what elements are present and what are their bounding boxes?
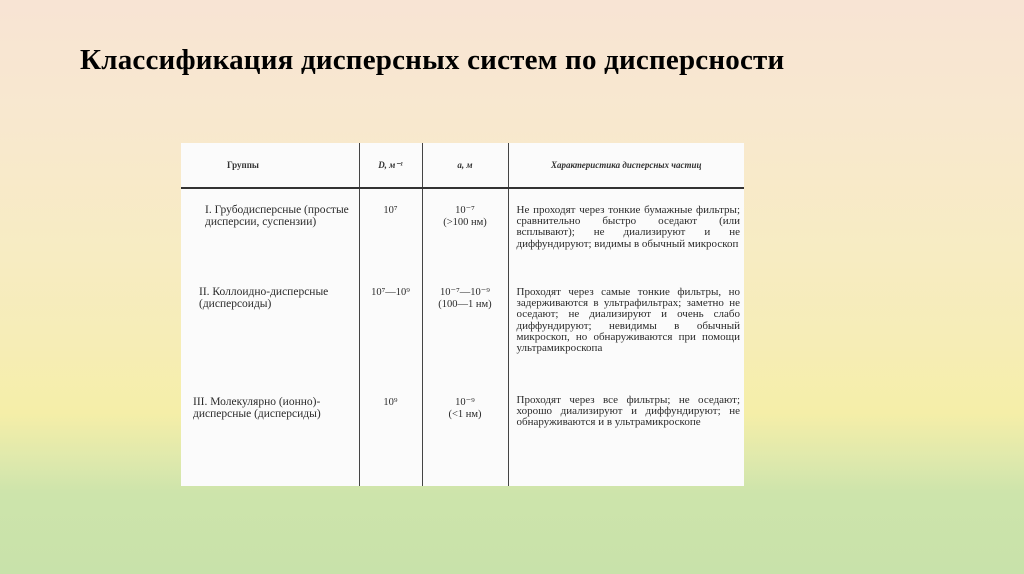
cell-characteristic: Проходят через самые тонкие фильтры, но задерживаются в ультрафильтрах; заметно не оседают; не диализируют и очень слабо диффундируют; невидимы в обычный микроскоп, но обнаруживаются при помощи ультрамикроскопа [516, 286, 740, 355]
cell-a [422, 285, 508, 393]
cell-d: 10⁷ [359, 188, 422, 285]
cell-group: III. Молекулярно (ионно)-дисперсные (дисперсиды) [181, 393, 359, 486]
cell-group: II. Коллоидно-дисперсные (дисперсоиды) [181, 285, 359, 393]
header-d: D, м⁻¹ [359, 143, 422, 188]
table-header-row [181, 143, 744, 188]
cell-characteristic: Проходят через все фильтры; не оседают; хорошо диализируют и диффундируют; не обнаруживаются и в ультрамикроскопе [516, 394, 740, 429]
classification-table [181, 143, 744, 486]
cell-a-line2: (<1 нм) [448, 409, 482, 420]
cell-characteristic: Не проходят через тонкие бумажные фильтры; сравнительно быстро оседают (или всплывают); не диализируют и не диффундируют; видимы в обычный микроскоп [516, 204, 740, 250]
table-row [181, 188, 744, 285]
cell-d: 10⁹ [359, 393, 422, 486]
cell-a-line2: (100—1 нм) [438, 299, 492, 310]
header-groups: Группы [181, 143, 359, 188]
cell-a-line2: (>100 нм) [443, 217, 487, 228]
header-a: a, м [422, 143, 508, 188]
table-row [181, 393, 744, 486]
cell-a [422, 188, 508, 285]
cell-a-line1: 10⁻⁷—10⁻⁹ [440, 287, 490, 298]
cell-a [422, 393, 508, 486]
cell-d: 10⁷—10⁹ [359, 285, 422, 393]
classification-table-image [181, 143, 744, 486]
slide-title: Классификация дисперсных систем по дисперсности [80, 44, 785, 76]
header-characteristic: Характеристика дисперсных частиц [508, 143, 744, 188]
cell-group: I. Грубодисперсные (простые дисперсии, суспензии) [181, 188, 359, 285]
table-row [181, 285, 744, 393]
cell-a-line1: 10⁻⁹ [455, 397, 475, 408]
cell-a-line1: 10⁻⁷ [455, 205, 475, 216]
